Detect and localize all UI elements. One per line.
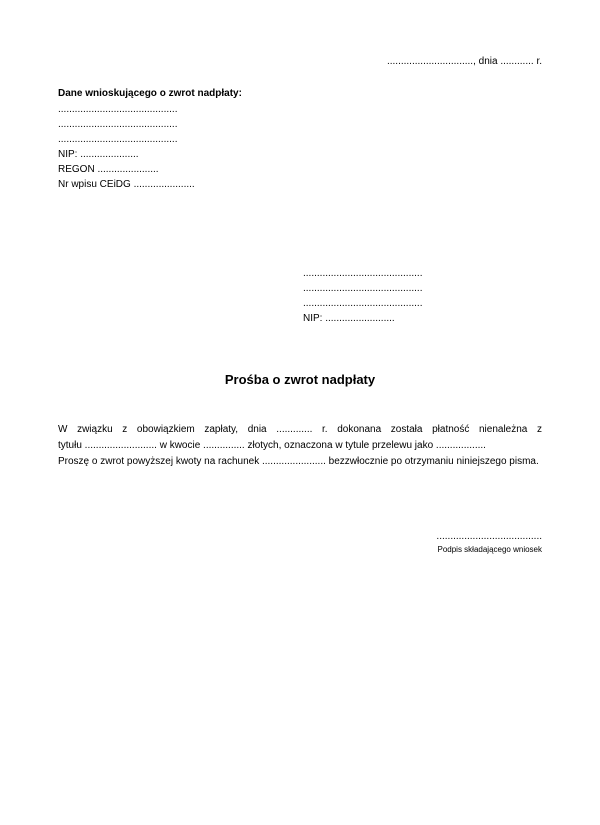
recipient-line-2: ........................................... bbox=[303, 283, 423, 294]
applicant-nip: NIP: ..................... bbox=[58, 149, 139, 160]
signature-line: ...................................... bbox=[436, 531, 542, 542]
recipient-nip: NIP: ......................... bbox=[303, 313, 395, 324]
request-paragraph bbox=[58, 422, 542, 470]
place-date-line: ..............................., dnia ............ r. bbox=[386, 56, 542, 67]
paragraph-line-2: tytułu .......................... w kwocie ............... złotych, oznaczona w tytule przelewu jako .................. bbox=[58, 440, 486, 451]
applicant-line-2: ........................................... bbox=[58, 119, 178, 130]
applicant-regon: REGON ...................... bbox=[58, 164, 159, 175]
applicant-heading: Dane wnioskującego o zwrot nadpłaty: bbox=[58, 88, 242, 99]
recipient-block bbox=[303, 266, 422, 326]
paragraph-line-3: Proszę o zwrot powyższej kwoty na rachunek ....................... bezzwłocznie po otrzymaniu niniejszego pisma. bbox=[58, 456, 539, 467]
signature-label: Podpis składającego wniosek bbox=[437, 545, 542, 554]
applicant-line-3: ........................................... bbox=[58, 134, 178, 145]
recipient-line-3: ........................................... bbox=[303, 298, 423, 309]
paragraph-line-1: W związku z obowiązkiem zapłaty, dnia ............. r. dokonana została płatność nienależna z bbox=[58, 424, 542, 435]
applicant-block bbox=[58, 86, 242, 192]
document-title: Prośba o zwrot nadpłaty bbox=[224, 372, 376, 387]
recipient-line-1: ........................................... bbox=[303, 268, 423, 279]
applicant-ceidg: Nr wpisu CEiDG ...................... bbox=[58, 179, 195, 190]
applicant-line-1: ........................................... bbox=[58, 104, 178, 115]
signature-block bbox=[436, 530, 542, 556]
